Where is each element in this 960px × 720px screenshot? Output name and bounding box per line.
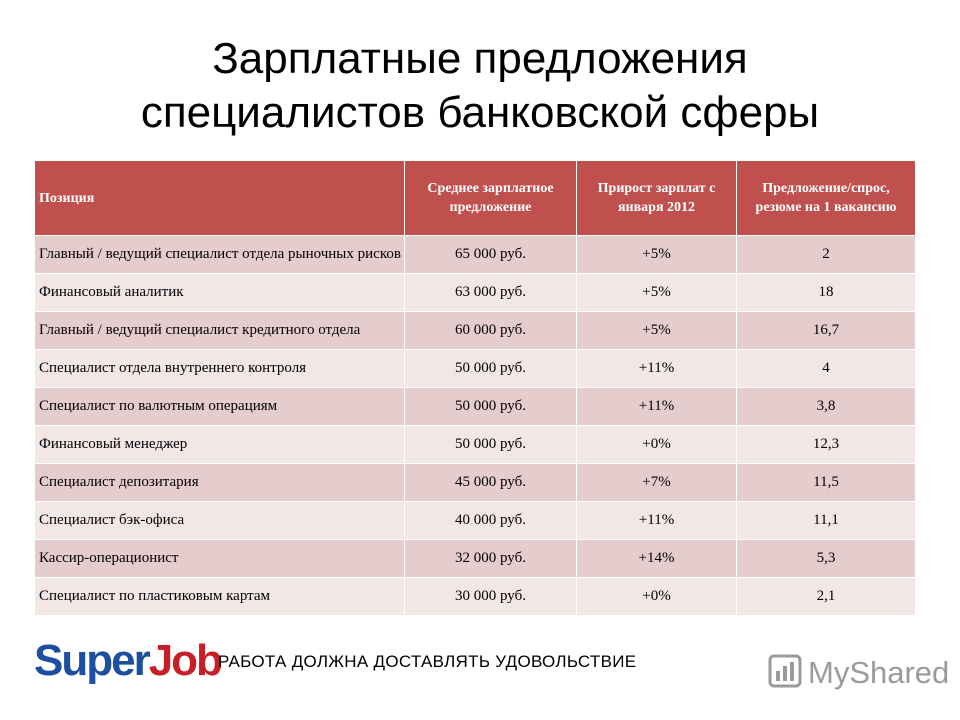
table-header-row	[35, 161, 916, 236]
header-salary: Среднее зарплатное предложение	[405, 161, 577, 236]
cell-salary: 40 000 руб.	[405, 502, 577, 540]
cell-ratio: 16,7	[737, 312, 916, 350]
cell-salary: 50 000 руб.	[405, 388, 577, 426]
table-row	[35, 274, 916, 312]
cell-growth: +5%	[577, 236, 737, 274]
cell-ratio: 18	[737, 274, 916, 312]
cell-ratio: 2	[737, 236, 916, 274]
cell-ratio: 5,3	[737, 540, 916, 578]
cell-position: Специалист по пластиковым картам	[35, 578, 405, 616]
cell-salary: 45 000 руб.	[405, 464, 577, 502]
cell-position: Специалист отдела внутреннего контроля	[35, 350, 405, 388]
cell-ratio: 2,1	[737, 578, 916, 616]
cell-growth: +7%	[577, 464, 737, 502]
superjob-logo-job: Job	[148, 636, 221, 685]
cell-ratio: 11,1	[737, 502, 916, 540]
myshared-text: MyShared	[808, 655, 950, 690]
cell-ratio: 12,3	[737, 426, 916, 464]
cell-ratio: 3,8	[737, 388, 916, 426]
table-row	[35, 426, 916, 464]
title-line-1: Зарплатные предложения	[212, 34, 748, 83]
table-row	[35, 502, 916, 540]
header-growth: Прирост зарплат с января 2012	[577, 161, 737, 236]
cell-ratio: 4	[737, 350, 916, 388]
cell-salary: 30 000 руб.	[405, 578, 577, 616]
table-row	[35, 236, 916, 274]
table-row	[35, 388, 916, 426]
cell-position: Специалист бэк-офиса	[35, 502, 405, 540]
cell-growth: +0%	[577, 426, 737, 464]
cell-position: Кассир-операционист	[35, 540, 405, 578]
cell-growth: +0%	[577, 578, 737, 616]
cell-salary: 50 000 руб.	[405, 426, 577, 464]
cell-growth: +11%	[577, 388, 737, 426]
cell-growth: +5%	[577, 312, 737, 350]
slogan: РАБОТА ДОЛЖНА ДОСТАВЛЯТЬ УДОВОЛЬСТВИЕ	[218, 652, 637, 671]
header-position: Позиция	[35, 161, 405, 236]
myshared-icon	[768, 654, 802, 693]
cell-position: Специалист депозитария	[35, 464, 405, 502]
cell-salary: 65 000 руб.	[405, 236, 577, 274]
superjob-logo	[34, 636, 221, 686]
header-ratio: Предложение/спрос, резюме на 1 вакансию	[737, 161, 916, 236]
slide-title	[0, 32, 960, 140]
myshared-logo	[768, 655, 949, 691]
salary-table	[34, 160, 916, 616]
superjob-logo-super: Super	[34, 636, 149, 685]
table-row	[35, 464, 916, 502]
cell-salary: 60 000 руб.	[405, 312, 577, 350]
table-row	[35, 350, 916, 388]
cell-position: Главный / ведущий специалист кредитного отдела	[35, 312, 405, 350]
cell-salary: 63 000 руб.	[405, 274, 577, 312]
title-line-2: специалистов банковской сферы	[140, 88, 820, 137]
table-row	[35, 540, 916, 578]
table-row	[35, 312, 916, 350]
cell-salary: 32 000 руб.	[405, 540, 577, 578]
cell-ratio: 11,5	[737, 464, 916, 502]
cell-position: Финансовый аналитик	[35, 274, 405, 312]
cell-growth: +14%	[577, 540, 737, 578]
cell-growth: +11%	[577, 502, 737, 540]
cell-position: Главный / ведущий специалист отдела рыночных рисков	[35, 236, 405, 274]
cell-position: Специалист по валютным операциям	[35, 388, 405, 426]
table-body	[35, 236, 916, 616]
cell-position: Финансовый менеджер	[35, 426, 405, 464]
table-row	[35, 578, 916, 616]
cell-growth: +5%	[577, 274, 737, 312]
cell-salary: 50 000 руб.	[405, 350, 577, 388]
cell-growth: +11%	[577, 350, 737, 388]
